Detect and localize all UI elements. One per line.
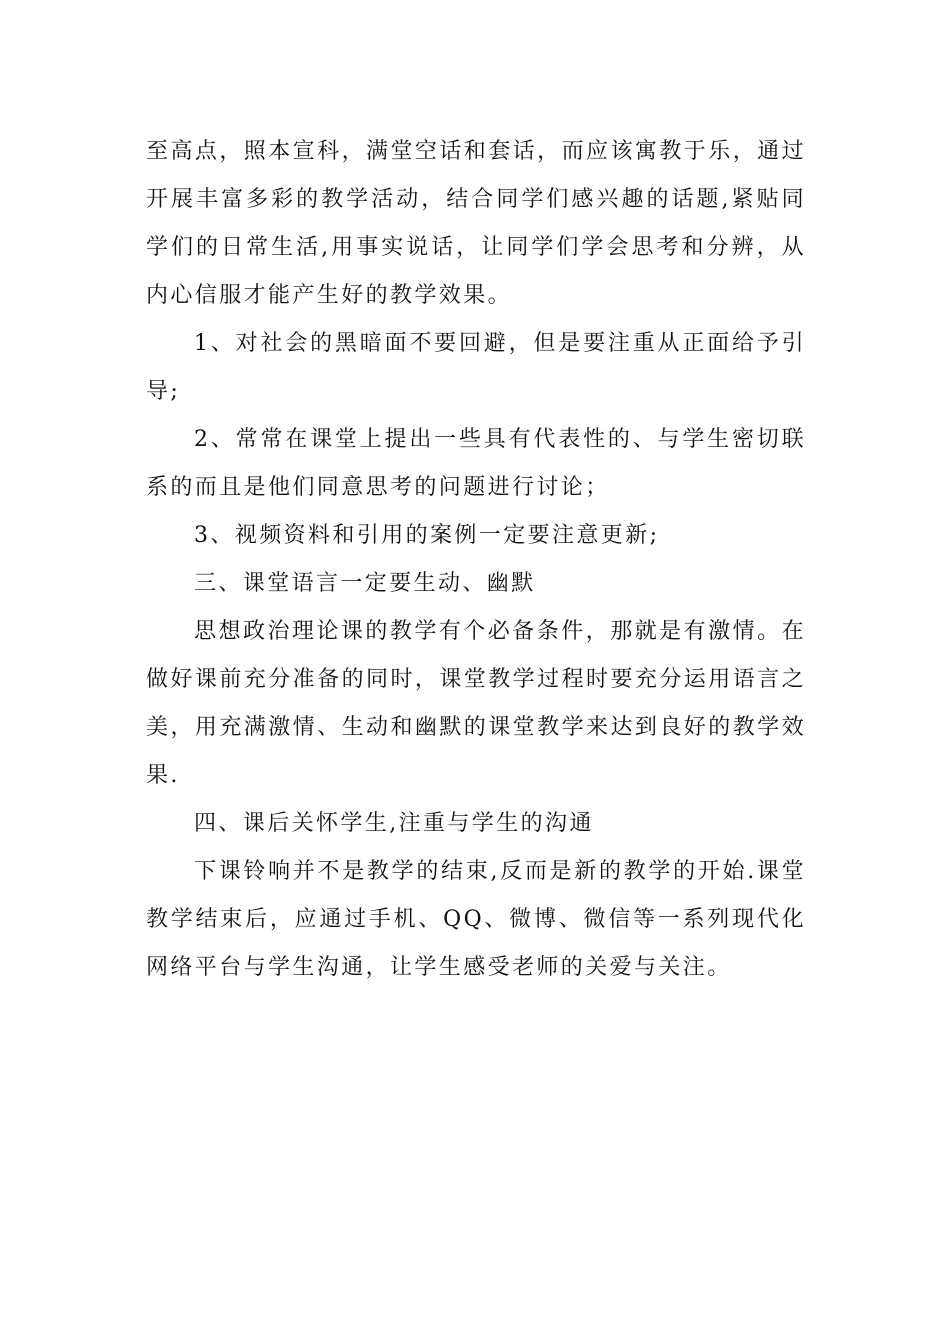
paragraph-section-3: 思想政治理论课的教学有个必备条件，那就是有激情。在做好课前充分准备的同时，课堂教学过程时要充分运用语言之美，用充满激情、生动和幽默的课堂教学来达到良好的教学效果.: [146, 619, 806, 788]
list-item-2: 2、常常在课堂上提出一些具有代表性的、与学生密切联系的而且是他们同意思考的问题进行讨论；: [146, 427, 806, 500]
section-heading-4: 四、课后关怀学生,注重与学生的沟通: [194, 811, 594, 836]
paragraph-intro: 至高点，照本宣科，满堂空话和套话，而应该寓教于乐，通过开展丰富多彩的教学活动，结合同学们感兴趣的话题,紧贴同学们的日常生活,用事实说话，让同学们学会思考和分辨，从内心信服才能产生好的教学效果。: [146, 139, 806, 308]
list-item-1: 1、对社会的黑暗面不要回避，但是要注重从正面给予引导;: [146, 331, 806, 404]
list-item-3: 3、视频资料和引用的案例一定要注意更新;: [194, 523, 660, 548]
document-body: [146, 128, 806, 992]
paragraph-section-4: 下课铃响并不是教学的结束,反而是新的教学的开始.课堂教学结束后，应通过手机、QQ、微博、微信等一系列现代化网络平台与学生沟通，让学生感受老师的关爱与关注。: [146, 859, 806, 980]
section-heading-3: 三、课堂语言一定要生动、幽默: [194, 571, 536, 596]
